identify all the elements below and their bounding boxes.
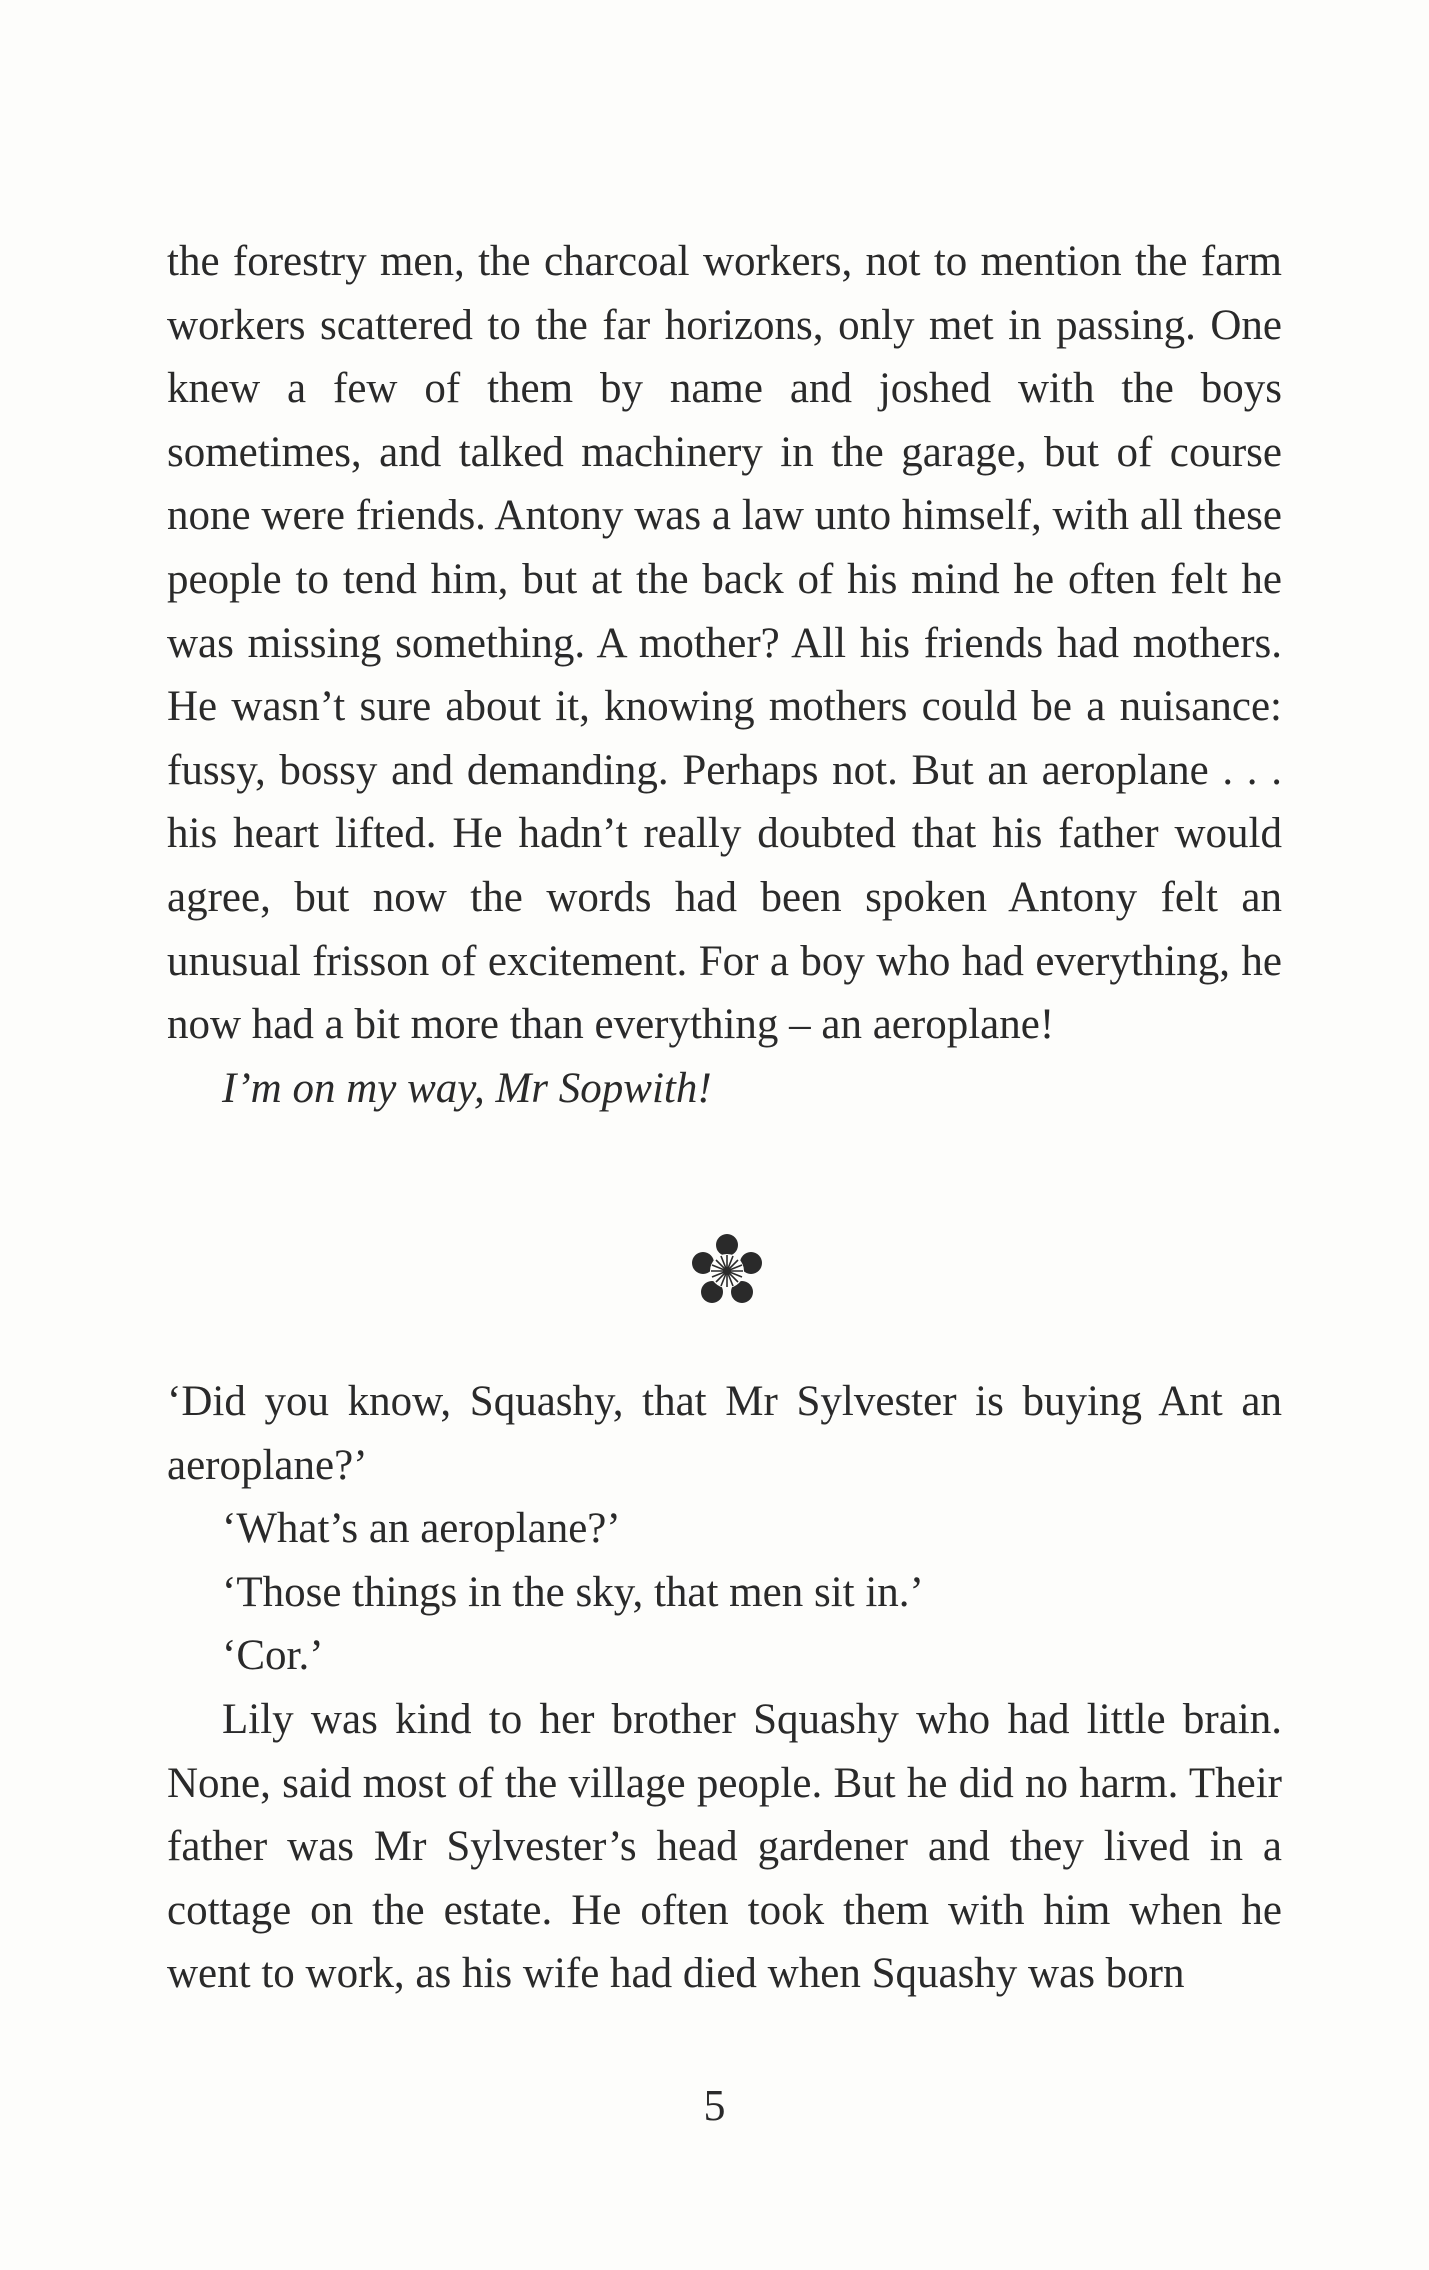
flower-ornament-icon bbox=[689, 1232, 765, 1308]
section-one bbox=[167, 230, 1282, 1120]
paragraph-those-things: ‘Those things in the sky, that men sit in.’ bbox=[222, 1568, 924, 1616]
section-two bbox=[167, 1370, 1282, 2006]
paragraph-whats-an-aeroplane: ‘What’s an aeroplane?’ bbox=[222, 1505, 621, 1553]
paragraph-did-you-know: ‘Did you know, Squashy, that Mr Sylvester is buying Ant an aeroplane?’ bbox=[167, 1378, 1282, 1489]
page-number: 5 bbox=[703, 2081, 726, 2130]
paragraph-forestry: the forestry men, the charcoal workers, not to mention the farm workers scattered to the far horizons, only met in passing. One knew a few of them by name and joshed with the boys sometimes, and talked machinery in the garage, but of course none were friends. Antony was a law unto himself, with all these people to tend him, but at the back of his mind he often felt he was missing something. A mother? All his friends had mothers. He wasn’t sure about it, knowing mothers could be a nuisance: fussy, bossy and demanding. Perhaps not. But an aeroplane . . . his heart lifted. He hadn’t really doubted that his father would agree, but now the words had been spoken Antony felt an unusual frisson of excitement. For a boy who had everything, he now had a bit more than everything – an aeroplane! bbox=[167, 238, 1282, 1049]
paragraph-lily: Lily was kind to her brother Squashy who had little brain. None, said most of the village people. But he did no harm. Their father was Mr Sylvester’s head gardener and they lived in a cottage on the estate. He often took them with him when he went to work, as his wife had died when Squashy was born bbox=[167, 1695, 1282, 1998]
italic-line-sopwith: I’m on my way, Mr Sopwith! bbox=[222, 1064, 712, 1112]
paragraph-cor: ‘Cor.’ bbox=[222, 1632, 324, 1680]
